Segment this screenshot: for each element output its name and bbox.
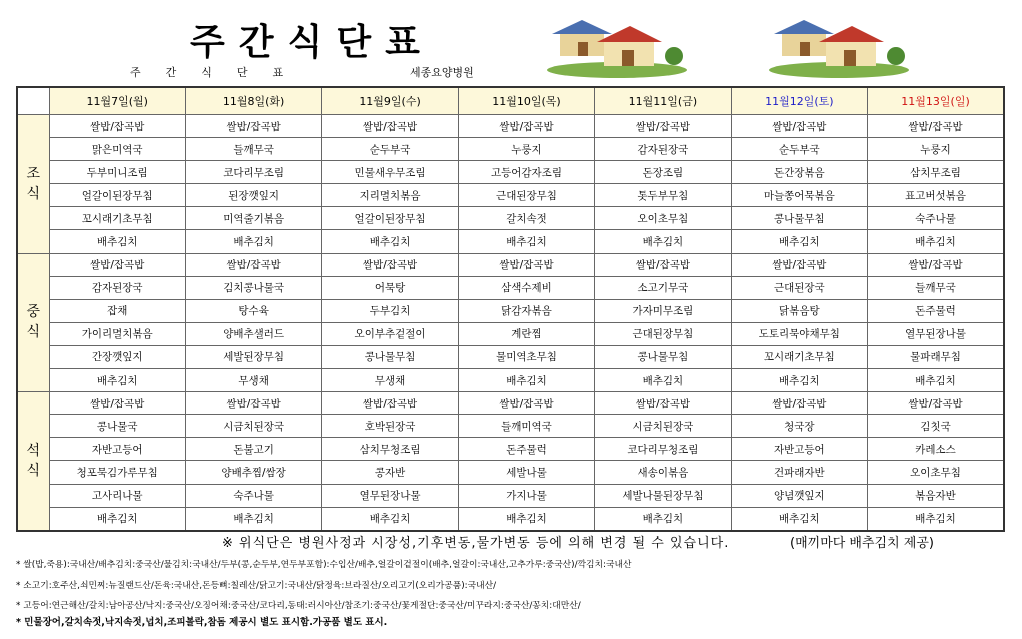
menu-row <box>17 253 1004 276</box>
menu-cell: 잡채 <box>49 299 185 322</box>
menu-cell: 콩나물국 <box>49 415 185 438</box>
menu-cell: 배추김치 <box>49 507 185 531</box>
menu-cell: 두부미니조림 <box>49 161 185 184</box>
meal-label <box>17 115 49 254</box>
menu-cell: 근대된장무침 <box>595 322 731 345</box>
meal-label-char: 식 <box>26 324 41 341</box>
menu-cell: 톳두부무침 <box>595 184 731 207</box>
menu-cell: 코다리무청조림 <box>595 438 731 461</box>
menu-cell: 쌀밥/잡곡밥 <box>868 392 1004 415</box>
menu-row <box>17 369 1004 392</box>
menu-cell: 코다리무조림 <box>185 161 321 184</box>
meal-label-char: 식 <box>26 185 41 202</box>
menu-cell: 배추김치 <box>49 369 185 392</box>
origin-note: * 쌀(밥,죽용):국내산/배추김치:중국산/물김치:국내산/두부(콩,순두부,연두부포함):수입산/배추,얼갈이겉절이(배추,얼갈이:국내산,고추가루:중국산)/깍김치:국내산 <box>16 560 632 570</box>
menu-cell: 두부김치 <box>322 299 458 322</box>
menu-cell: 누룽지 <box>868 138 1004 161</box>
menu-cell: 오이초무침 <box>595 207 731 230</box>
menu-row <box>17 507 1004 531</box>
menu-row <box>17 276 1004 299</box>
menu-cell: 배추김치 <box>868 230 1004 253</box>
menu-cell: 배추김치 <box>458 507 594 531</box>
menu-cell: 자반고등어 <box>49 438 185 461</box>
menu-cell: 무생채 <box>322 369 458 392</box>
menu-cell: 표고버섯볶음 <box>868 184 1004 207</box>
menu-cell: 쌀밥/잡곡밥 <box>595 253 731 276</box>
menu-cell: 청국장 <box>731 415 867 438</box>
menu-cell: 세발나물 <box>458 461 594 484</box>
menu-row <box>17 138 1004 161</box>
menu-cell: 들깨미역국 <box>458 415 594 438</box>
menu-cell: 콩자반 <box>322 461 458 484</box>
hospital-name: 세종요양병원 <box>410 66 474 79</box>
menu-cell: 쌀밥/잡곡밥 <box>49 253 185 276</box>
day-header: 11월11일(금) <box>595 87 731 115</box>
menu-row <box>17 345 1004 368</box>
menu-cell: 얼갈이된장무침 <box>322 207 458 230</box>
page-subtitle: 주간식단표 <box>130 66 309 79</box>
menu-cell: 갈치속젓 <box>458 207 594 230</box>
menu-row <box>17 322 1004 345</box>
menu-cell: 양배추샐러드 <box>185 322 321 345</box>
menu-cell: 꼬시래기초무침 <box>49 207 185 230</box>
menu-cell: 들깨무국 <box>868 276 1004 299</box>
menu-cell: 물파래무침 <box>868 345 1004 368</box>
menu-cell: 열무된장나물 <box>322 484 458 507</box>
menu-row <box>17 415 1004 438</box>
menu-cell: 김치콩나물국 <box>185 276 321 299</box>
menu-cell: 배추김치 <box>185 507 321 531</box>
menu-cell: 볶음자반 <box>868 484 1004 507</box>
menu-cell: 쌀밥/잡곡밥 <box>458 253 594 276</box>
day-header: 11월9일(수) <box>322 87 458 115</box>
menu-cell: 배추김치 <box>458 369 594 392</box>
menu-cell: 세발된장무침 <box>185 345 321 368</box>
menu-cell: 쌀밥/잡곡밥 <box>868 253 1004 276</box>
menu-cell: 근대된장국 <box>731 276 867 299</box>
menu-cell: 양념깻잎지 <box>731 484 867 507</box>
menu-cell: 배추김치 <box>185 230 321 253</box>
menu-cell: 쌀밥/잡곡밥 <box>49 115 185 138</box>
origin-note: * 소고기:호주산,쇠민찌:뉴질랜드산/돈육:국내산,돈등뼈:칠레산/닭고기:국내산/닭정육:브라질산/오리고기(오리가공품):국내산/ <box>16 581 497 591</box>
menu-cell: 자반고등어 <box>731 438 867 461</box>
menu-row <box>17 392 1004 415</box>
change-notice: ※ 위식단은 병원사정과 시장성,기후변동,물가변동 등에 의해 변경 될 수 있습니다. <box>222 536 730 551</box>
menu-cell: 들깨무국 <box>185 138 321 161</box>
menu-cell: 쌀밥/잡곡밥 <box>185 253 321 276</box>
menu-row <box>17 115 1004 138</box>
menu-cell: 배추김치 <box>458 230 594 253</box>
menu-cell: 얼갈이된장무침 <box>49 184 185 207</box>
menu-cell: 삼치무조림 <box>868 161 1004 184</box>
menu-row <box>17 461 1004 484</box>
menu-cell: 삼색수제비 <box>458 276 594 299</box>
menu-row <box>17 184 1004 207</box>
menu-cell: 쌀밥/잡곡밥 <box>322 392 458 415</box>
menu-cell: 민물새우무조림 <box>322 161 458 184</box>
menu-cell: 쌀밥/잡곡밥 <box>458 392 594 415</box>
menu-cell: 가자미무조림 <box>595 299 731 322</box>
menu-cell: 콩나물무침 <box>322 345 458 368</box>
origin-note: * 민물장어,갈치속젓,낙지속젓,넙치,조피볼락,참돔 제공시 별도 표시함.가공품 별도 표시. <box>16 617 388 628</box>
menu-cell: 고등어감자조림 <box>458 161 594 184</box>
menu-row <box>17 299 1004 322</box>
menu-cell: 마늘쫑어묵볶음 <box>731 184 867 207</box>
menu-cell: 계란찜 <box>458 322 594 345</box>
house-illustration <box>542 12 692 78</box>
menu-cell: 숙주나물 <box>868 207 1004 230</box>
menu-cell: 배추김치 <box>868 507 1004 531</box>
menu-cell: 탕수육 <box>185 299 321 322</box>
house-illustration <box>764 12 914 78</box>
day-header: 11월7일(월) <box>49 87 185 115</box>
menu-cell: 닭볶음탕 <box>731 299 867 322</box>
menu-cell: 시금치된장국 <box>595 415 731 438</box>
menu-cell: 쌀밥/잡곡밥 <box>185 115 321 138</box>
menu-cell: 쌀밥/잡곡밥 <box>868 115 1004 138</box>
menu-cell: 어묵탕 <box>322 276 458 299</box>
menu-cell: 순두부국 <box>322 138 458 161</box>
menu-cell: 가이리멸치볶음 <box>49 322 185 345</box>
menu-cell: 열무된장나물 <box>868 322 1004 345</box>
menu-cell: 순두부국 <box>731 138 867 161</box>
menu-row <box>17 230 1004 253</box>
menu-cell: 돈장조림 <box>595 161 731 184</box>
menu-cell: 배추김치 <box>731 507 867 531</box>
weekly-menu-table <box>16 86 1005 532</box>
menu-cell: 숙주나물 <box>185 484 321 507</box>
menu-cell: 쌀밥/잡곡밥 <box>595 392 731 415</box>
menu-cell: 삼치무청조림 <box>322 438 458 461</box>
menu-cell: 배추김치 <box>322 507 458 531</box>
day-header-sunday: 11월13일(일) <box>868 87 1004 115</box>
meal-label-char: 식 <box>26 463 41 480</box>
menu-cell: 꼬시래기초무침 <box>731 345 867 368</box>
menu-row <box>17 438 1004 461</box>
meal-label <box>17 392 49 531</box>
menu-cell: 도토리묵야채무침 <box>731 322 867 345</box>
menu-cell: 청포묵김가루무침 <box>49 461 185 484</box>
menu-cell: 쌀밥/잡곡밥 <box>731 253 867 276</box>
menu-cell: 쌀밥/잡곡밥 <box>595 115 731 138</box>
menu-cell: 카레소스 <box>868 438 1004 461</box>
menu-cell: 배추김치 <box>595 507 731 531</box>
menu-row <box>17 161 1004 184</box>
menu-cell: 배추김치 <box>731 369 867 392</box>
menu-cell: 양배추찜/쌈장 <box>185 461 321 484</box>
day-header: 11월8일(화) <box>185 87 321 115</box>
day-header-saturday: 11월12일(토) <box>731 87 867 115</box>
menu-cell: 소고기무국 <box>595 276 731 299</box>
menu-cell: 배추김치 <box>731 230 867 253</box>
menu-cell: 돈간장볶음 <box>731 161 867 184</box>
menu-cell: 감자된장국 <box>595 138 731 161</box>
meal-label-char: 조 <box>26 165 41 182</box>
menu-cell: 쌀밥/잡곡밥 <box>458 115 594 138</box>
menu-cell: 오이초무침 <box>868 461 1004 484</box>
menu-cell: 배추김치 <box>595 369 731 392</box>
menu-cell: 돈주물럭 <box>458 438 594 461</box>
origin-note: * 고등어:연근해산/갈치:남아공산/낙지:중국산/오징어채:중국산/코다리,동태:러시아산/참조기:중국산/꽃게절단:중국산/미꾸라지:중국산/꽁치:대만산/ <box>16 601 581 611</box>
menu-cell: 호박된장국 <box>322 415 458 438</box>
menu-cell: 근대된장무침 <box>458 184 594 207</box>
menu-cell: 쌀밥/잡곡밥 <box>322 115 458 138</box>
meal-label <box>17 253 49 392</box>
menu-cell: 맑은미역국 <box>49 138 185 161</box>
menu-cell: 오이부추겉절이 <box>322 322 458 345</box>
kimchi-notice: (매끼마다 배추김치 제공) <box>790 536 934 551</box>
menu-cell: 콩나물무침 <box>731 207 867 230</box>
menu-cell: 지리멸치볶음 <box>322 184 458 207</box>
menu-cell: 닭감자볶음 <box>458 299 594 322</box>
menu-cell: 콩나물무침 <box>595 345 731 368</box>
menu-cell: 쌀밥/잡곡밥 <box>49 392 185 415</box>
meal-label-char: 중 <box>26 304 41 321</box>
menu-row <box>17 207 1004 230</box>
menu-cell: 감자된장국 <box>49 276 185 299</box>
menu-cell: 가지나물 <box>458 484 594 507</box>
header-row <box>17 87 1004 115</box>
menu-cell: 돈불고기 <box>185 438 321 461</box>
day-header: 11월10일(목) <box>458 87 594 115</box>
menu-cell: 세발나물된장무침 <box>595 484 731 507</box>
menu-cell: 누룽지 <box>458 138 594 161</box>
menu-cell: 쌀밥/잡곡밥 <box>185 392 321 415</box>
menu-cell: 돈주물럭 <box>868 299 1004 322</box>
corner-cell <box>17 87 49 115</box>
menu-cell: 새송이볶음 <box>595 461 731 484</box>
page-title: 주간식단표 <box>190 22 434 63</box>
meal-label-char: 석 <box>26 443 41 460</box>
menu-cell: 물미역초무침 <box>458 345 594 368</box>
menu-cell: 쌀밥/잡곡밥 <box>731 115 867 138</box>
menu-cell: 시금치된장국 <box>185 415 321 438</box>
menu-cell: 배추김치 <box>49 230 185 253</box>
menu-cell: 고사리나물 <box>49 484 185 507</box>
menu-cell: 무생채 <box>185 369 321 392</box>
menu-cell: 쌀밥/잡곡밥 <box>731 392 867 415</box>
menu-cell: 미역줄기볶음 <box>185 207 321 230</box>
menu-cell: 배추김치 <box>322 230 458 253</box>
menu-cell: 쌀밥/잡곡밥 <box>322 253 458 276</box>
menu-row <box>17 484 1004 507</box>
menu-cell: 배추김치 <box>595 230 731 253</box>
menu-cell: 된장깻잎지 <box>185 184 321 207</box>
menu-cell: 김칫국 <box>868 415 1004 438</box>
menu-cell: 배추김치 <box>868 369 1004 392</box>
menu-cell: 간장깻잎지 <box>49 345 185 368</box>
menu-cell: 건파래자반 <box>731 461 867 484</box>
